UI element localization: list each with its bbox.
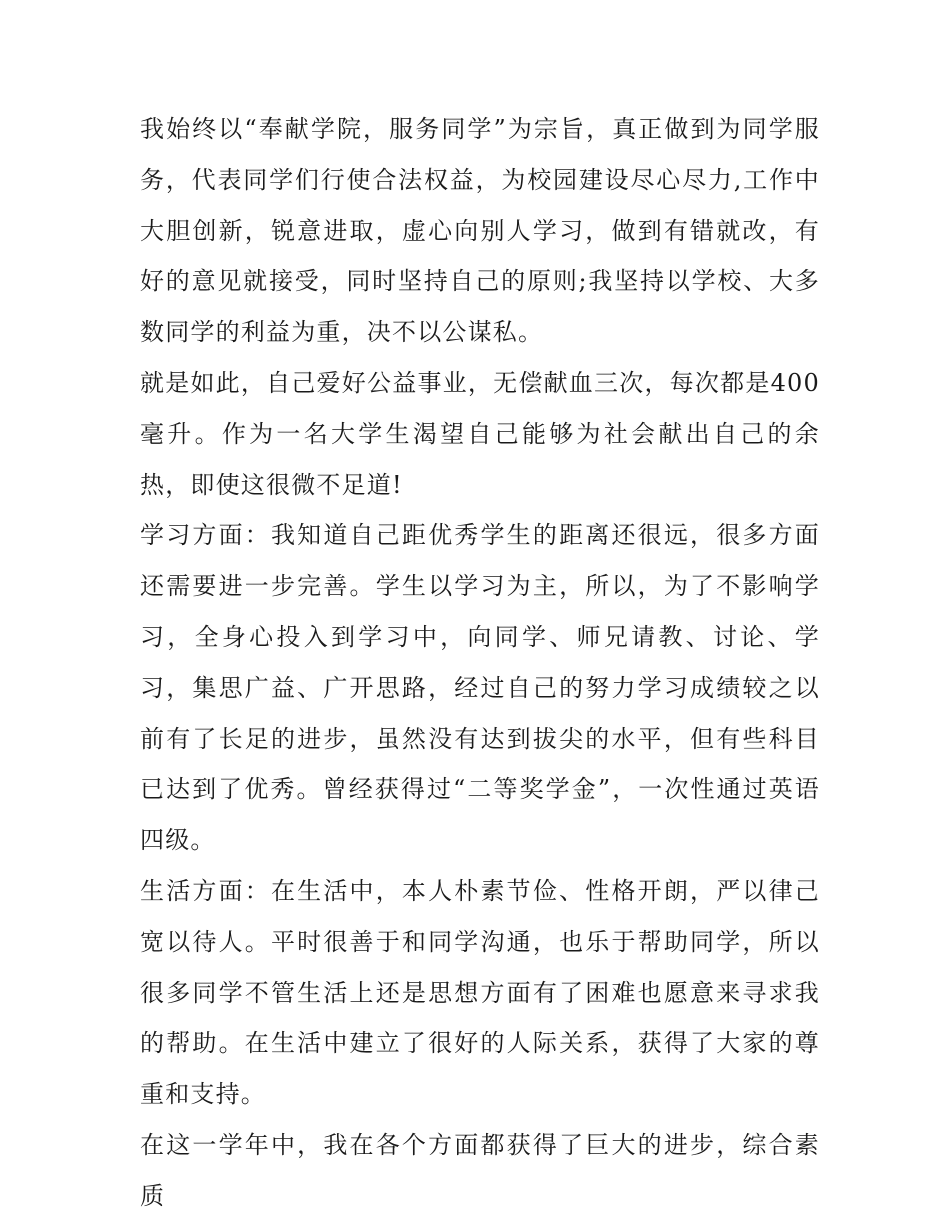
paragraph-study: 学习方面：我知道自己距优秀学生的距离还很远，很多方面还需要进一步完善。学生以学习为主，所以，为了不影响学习，全身心投入到学习中，向同学、师兄请教、讨论、学习，集思广益、广开思路，经过自己的努力学习成绩较之以前有了长足的进步，虽然没有达到拔尖的水平，但有些科目已达到了优秀。曾经获得过“二等奖学金”，一次性通过英语四级。 [140, 521, 820, 855]
paragraph-summary: 在这一学年中，我在各个方面都获得了巨大的进步，综合素质 [140, 1130, 820, 1210]
document-body [140, 104, 820, 1222]
paragraph-public-welfare: 就是如此，自己爱好公益事业，无偿献血三次，每次都是400毫升。作为一名大学生渴望自己能够为社会献出自己的余热，即使这很微不足道! [140, 368, 820, 499]
paragraph-dedication: 我始终以“奉献学院，服务同学”为宗旨，真正做到为同学服务，代表同学们行使合法权益，为校园建设尽心尽力,工作中大胆创新，锐意进取，虚心向别人学习，做到有错就改，有好的意见就接受，同时坚持自己的原则;我坚持以学校、大多数同学的利益为重，决不以公谋私。 [140, 115, 820, 347]
paragraph-life: 生活方面：在生活中，本人朴素节俭、性格开朗，严以律己宽以待人。平时很善于和同学沟通，也乐于帮助同学，所以很多同学不管生活上还是思想方面有了困难也愿意来寻求我的帮助。在生活中建立了很好的人际关系，获得了大家的尊重和支持。 [140, 876, 820, 1109]
